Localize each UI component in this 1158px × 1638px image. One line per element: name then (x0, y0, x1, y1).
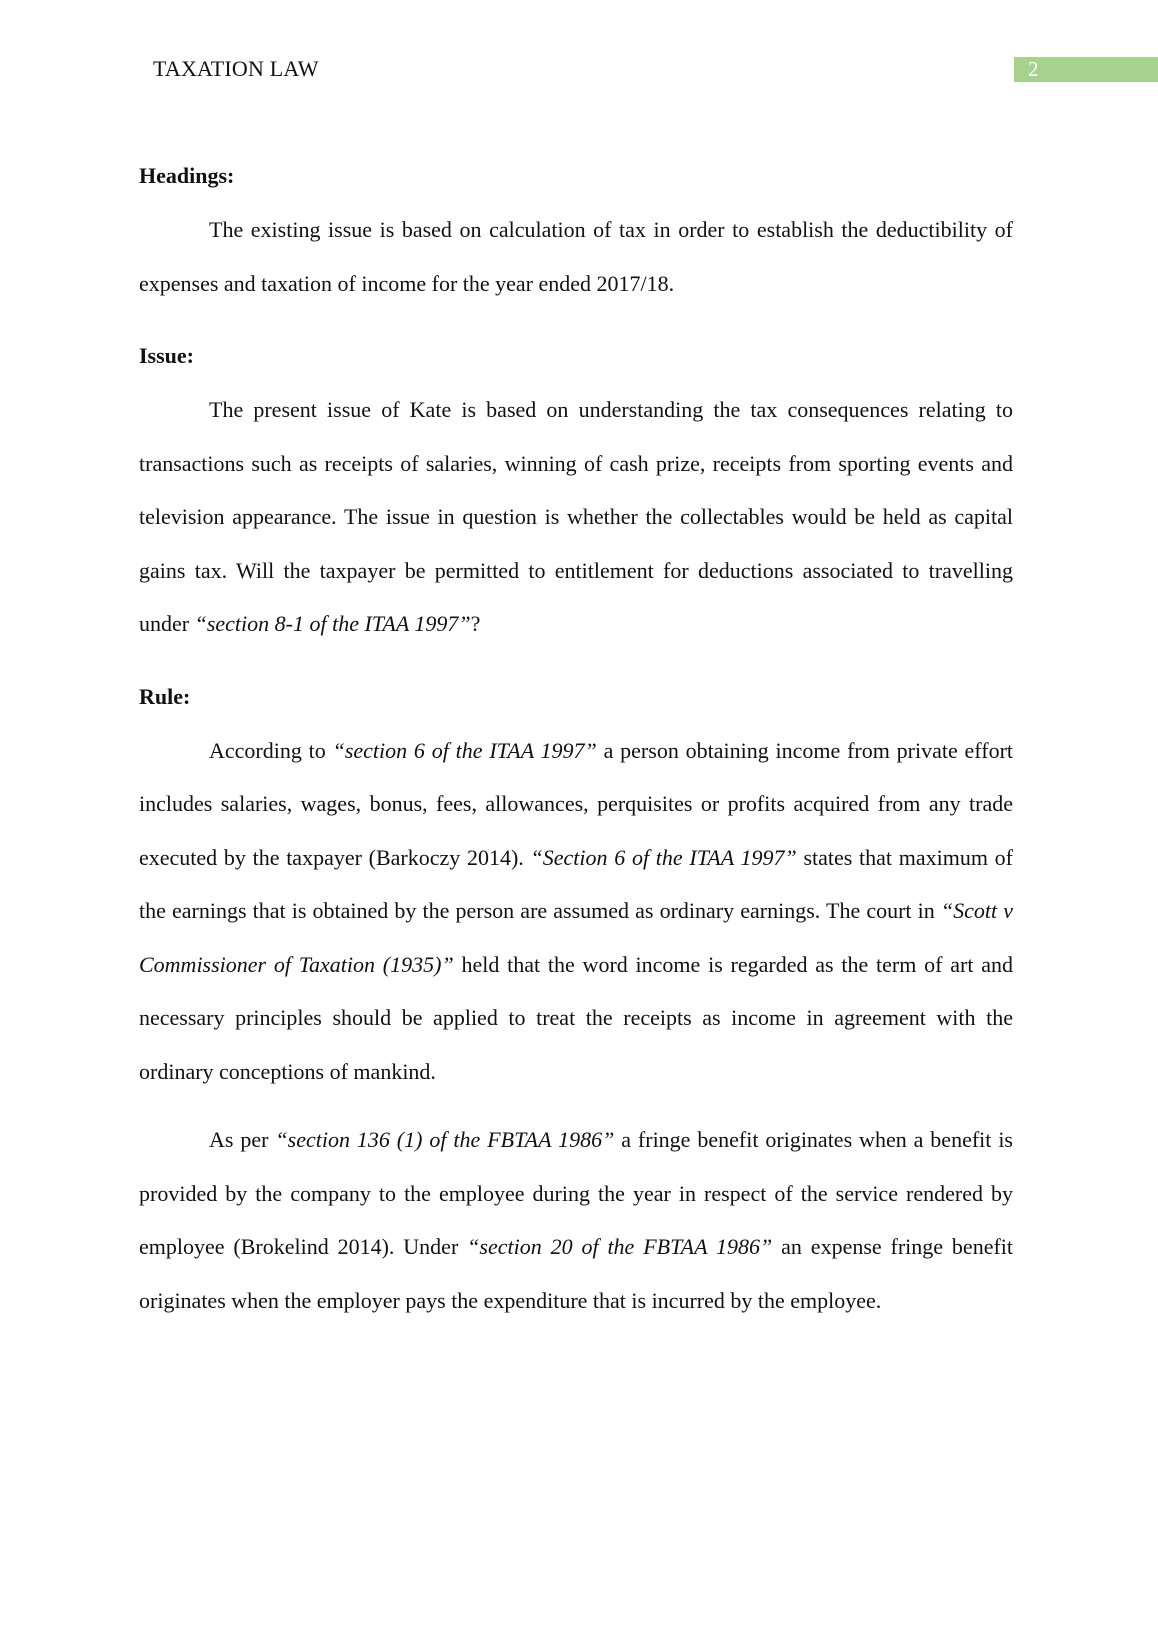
rule-p1-citation-1: “section 6 of the ITAA 1997” (332, 737, 597, 763)
rule-paragraph-2 (139, 1113, 1013, 1327)
issue-heading: Issue: (139, 343, 195, 368)
document-body (139, 161, 1013, 1327)
running-head: TAXATION LAW (153, 56, 319, 81)
rule-p1-text-c: states that maximum of the earnings that is obtained by the person are assumed as ordinary earnings. The court in (139, 844, 1014, 923)
rule-p1-text-d: held that the word income is regarded as the term of art and necessary principles should be applied to treat the receipts as income in agreement with the ordinary conceptions of mankind. (139, 951, 1013, 1084)
rule-p2-text-b: a fringe benefit originates when a benefit is provided by the company to the employee during the year in respect of the service rendered by employee (Brokelind 2014). Under (139, 1127, 1013, 1259)
issue-text: The present issue of Kate is based on understanding the tax consequences relating to transactions such as receipts of salaries, winning of cash prize, receipts from sporting events and television appearance. The issue in question is whether the collectables would be held as capital gains tax. Will the taxpayer be permitted to entitlement for deductions associated to travelling under (139, 397, 1013, 636)
issue-text-end: ? (470, 611, 481, 636)
rule-p2-citation-1: “section 136 (1) of the FBTAA 1986” (275, 1127, 615, 1152)
issue-paragraph (139, 383, 1013, 651)
rule-p1-citation-3: “Scott v Commissioner of Taxation (1935)” (139, 898, 1013, 977)
rule-heading: Rule: (139, 683, 191, 709)
headings-paragraph: The existing issue is based on calculation of tax in order to establish the deductibility of expenses and taxation of income for the year ended 2017/18. (139, 217, 1013, 296)
issue-citation: “section 8-1 of the ITAA 1997” (194, 611, 471, 636)
rule-p1-citation-2: “Section 6 of the ITAA 1997” (530, 844, 797, 870)
page-number: 2 (1014, 57, 1158, 82)
rule-p1-text-a: According to (209, 737, 333, 763)
headings-heading: Headings: (139, 163, 235, 188)
rule-p2-citation-2: “section 20 of the FBTAA 1986” (467, 1234, 773, 1259)
rule-p1-text-b: a person obtaining income from private effort includes salaries, wages, bonus, fees, allowances, perquisites or profits acquired from any trade executed by the taxpayer (Barkoczy 2014). (139, 737, 1014, 870)
rule-paragraph-1 (139, 724, 1013, 1099)
rule-p2-text-c: an expense fringe benefit originates when the employer pays the expenditure that is incurred by the employee. (139, 1234, 1014, 1313)
rule-p2-text-a: As per (209, 1127, 276, 1152)
